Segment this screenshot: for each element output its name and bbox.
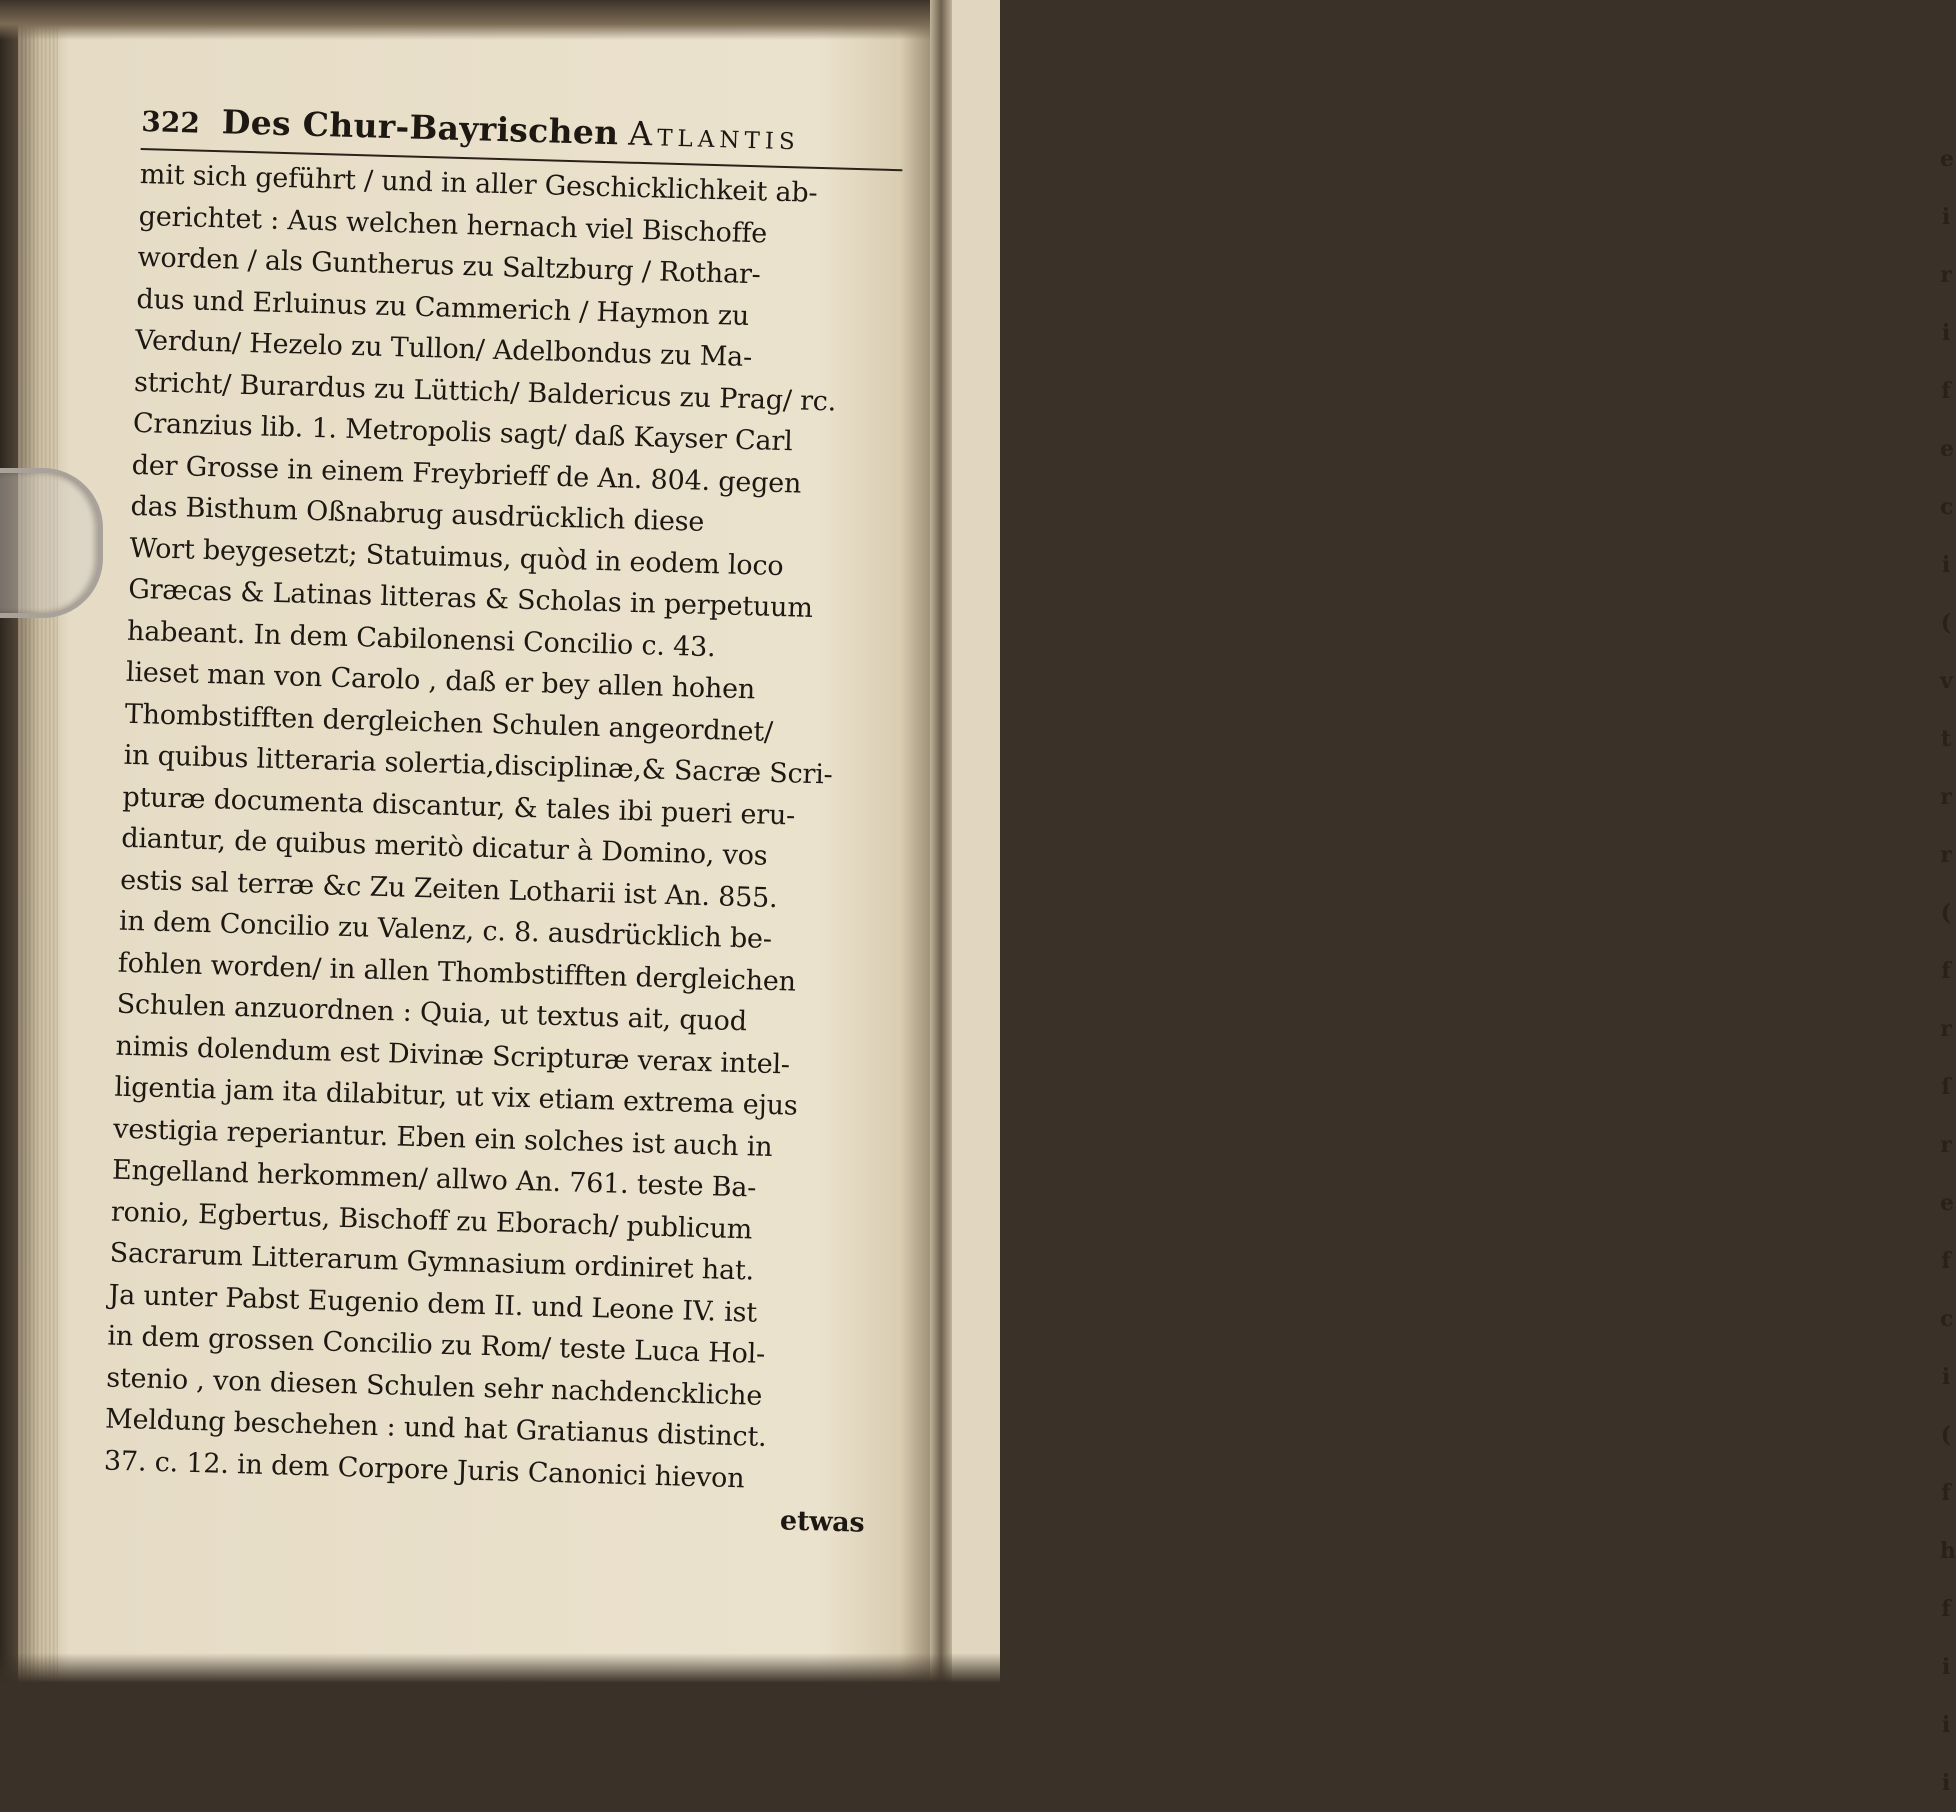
running-head-title: Des Chur-Bayrischen — [221, 102, 620, 153]
text-line: vestigia reperiantur. Eben ein solches ist auch in — [112, 1113, 773, 1163]
facing-page-letter: i — [1941, 320, 1951, 346]
text-line: mit sich geführt / und in aller Geschicklichkeit ab- — [139, 158, 818, 209]
facing-page-letter: e — [1940, 436, 1954, 462]
facing-page-letter: i — [1941, 1654, 1951, 1680]
text-line: Sacrarum Litterarum Gymnasium ordiniret hat. — [109, 1237, 755, 1287]
facing-page-letter: r — [1940, 784, 1952, 810]
text-line: Thombstifften dergleichen Schulen angeordnet/ — [124, 698, 774, 748]
top-shadow — [0, 0, 1000, 40]
text-line: ronio, Egbertus, Bischoff zu Eborach/ publicum — [110, 1196, 753, 1245]
facing-page-letter: f — [1941, 378, 1951, 404]
running-head-atlantis: Atlantis — [627, 113, 801, 158]
text-line: habeant. In dem Cabilonensi Concilio c. 43. — [126, 615, 716, 663]
facing-page-letter: f — [1941, 1596, 1951, 1622]
page-edges — [18, 0, 58, 1683]
facing-page-letter: i — [1941, 204, 1951, 230]
facing-page-letter: i — [1941, 1712, 1951, 1738]
facing-page-letter: e — [1940, 146, 1954, 172]
facing-page-letter: f — [1941, 1248, 1951, 1274]
facing-page-letter: c — [1940, 1306, 1954, 1332]
book-gutter — [930, 0, 952, 1683]
facing-page-letter: i — [1941, 1770, 1951, 1796]
facing-page-letter: r — [1940, 842, 1952, 868]
facing-page-letter: r — [1940, 262, 1952, 288]
bottom-shadow — [0, 1653, 1000, 1683]
text-line: der Grosse in einem Freybrieff de An. 804. gegen — [131, 449, 802, 500]
facing-page-letter: ſ — [1941, 1074, 1951, 1100]
text-line: fohlen worden/ in allen Thombstifften dergleichen — [117, 947, 797, 998]
page-clip — [0, 468, 103, 618]
text-line: estis sal terræ &c Zu Zeiten Lotharii ist An. 855. — [119, 864, 778, 914]
text-line: Meldung beschehen : und hat Gratianus distinct. — [104, 1403, 767, 1453]
catchword: etwas — [779, 1505, 865, 1539]
text-line: gerichtet : Aus welchen hernach viel Bischoffe — [138, 200, 768, 249]
text-line: Schulen anzuordnen : Quia, ut textus ait, quod — [116, 988, 748, 1038]
facing-page-letter: ( — [1940, 1422, 1952, 1448]
facing-page-letter: h — [1940, 1538, 1956, 1564]
text-line: dus und Erluinus zu Cammerich / Haymon zu — [136, 283, 750, 332]
text-line: stenio , von diesen Schulen sehr nachdenckliche — [105, 1362, 763, 1412]
text-lines — [102, 154, 902, 1544]
text-line: 37. c. 12. in dem Corpore Juris Canonici hievon — [103, 1444, 745, 1494]
text-line: ligentia jam ita dilabitur, ut vix etiam extrema ejus — [113, 1071, 798, 1122]
text-line: pturæ documenta discantur, & tales ibi pueri eru- — [122, 781, 796, 832]
text-line: diantur, de quibus meritò dicatur à Domino, vos — [120, 822, 768, 872]
text-line: in quibus litteraria solertia,disciplinæ,& Sacræ Scri- — [123, 739, 833, 791]
text-line: Verdun/ Hezelo zu Tullon/ Adelbondus zu Ma- — [134, 324, 753, 374]
facing-page-letter: f — [1941, 958, 1951, 984]
text-line: stricht/ Burardus zu Lüttich/ Baldericus zu Prag/ rc. — [133, 366, 837, 417]
text-line: Ja unter Pabst Eugenio dem II. und Leone IV. ist — [108, 1279, 758, 1329]
page-text — [102, 100, 903, 1544]
text-line: Engelland herkommen/ allwo An. 761. teste Ba- — [111, 1154, 757, 1204]
text-line: in dem grossen Concilio zu Rom/ teste Luca Hol- — [107, 1320, 766, 1370]
text-line: nimis dolendum est Divinæ Scripturæ verax intel- — [115, 1030, 791, 1080]
facing-page-letter: i — [1941, 552, 1951, 578]
facing-page-letter: r — [1940, 1016, 1952, 1042]
facing-page-letter: t — [1940, 726, 1952, 752]
text-line: Wort beygesetzt; Statuimus, quòd in eodem loco — [129, 532, 784, 582]
page-number: 322 — [140, 104, 201, 140]
facing-page-letter: v — [1940, 668, 1953, 694]
facing-page-letter: e — [1940, 1190, 1954, 1216]
facing-page — [952, 0, 1956, 1796]
text-line: in dem Concilio zu Valenz, c. 8. ausdrücklich be- — [118, 905, 773, 955]
text-line: Græcas & Latinas litteras & Scholas in perpetuum — [127, 573, 814, 624]
facing-page-letter: ( — [1940, 900, 1952, 926]
facing-page-letter: r — [1940, 1132, 1952, 1158]
facing-page-letter: f — [1941, 1480, 1951, 1506]
text-line: Cranzius lib. 1. Metropolis sagt/ daß Kayser Carl — [132, 407, 793, 458]
text-line: worden / als Guntherus zu Saltzburg / Rothar- — [137, 241, 762, 291]
text-line: lieset man von Carolo , daß er bey allen hohen — [125, 656, 756, 706]
facing-page-letter: c — [1940, 494, 1954, 520]
text-line: das Bisthum Oßnabrug ausdrücklich diese — [130, 490, 705, 538]
facing-page-letter: ( — [1940, 610, 1952, 636]
facing-page-letter: i — [1941, 1364, 1951, 1390]
facing-page-letters — [1940, 130, 1956, 1812]
